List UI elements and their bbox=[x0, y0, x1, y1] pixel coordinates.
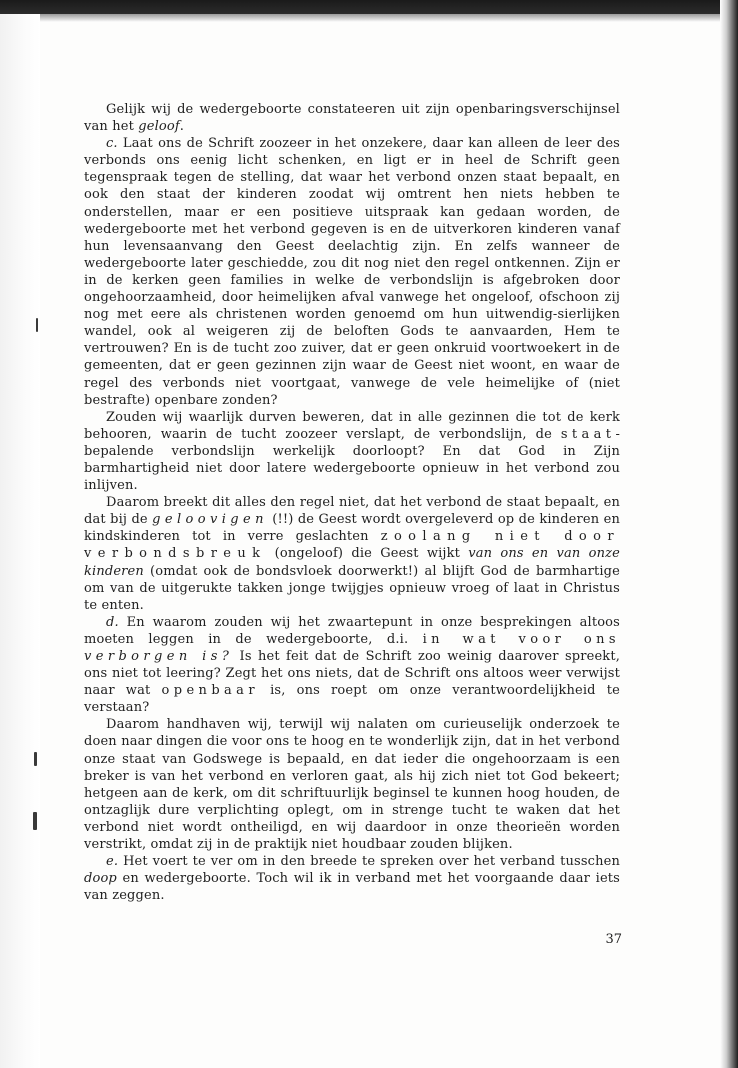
margin-mark bbox=[33, 812, 37, 830]
section-label: d. bbox=[106, 614, 119, 630]
paragraph-c: c. Laat ons de Schrift zoozeer in het onzekere, daar kan alleen de leer des verbonds ons eenig licht schenken, en ligt er in heel de Schrift geen tegenspraak tegen de stelling, dat waar het verbond onzen staat bepaalt, en ook den staat der kinderen zoodat wij omtrent hen niets hebben te onderstellen, maar er een positieve uitspraak kan gedaan worden, de wedergeboorte met het verbond gegeven is en de uitverkoren kinderen vanaf hun levensaanvang den Geest deelachtig zijn. En zelfs wanneer de wedergeboorte later geschiedde, zou dit nog niet den regel ontkennen. Zijn er in de kerken geen families in welke de verbondslijn is afgebroken door ongehoorzaamheid, door heimelijken afval vanwege het ongeloof, ofschoon zij nog met eere als christenen worden genoemd om hun uitwendig-sierlijken wandel, ook al weigeren zij de beloften Gods te aanvaarden, Hem te vertrouwen? En is de tucht zoo zuiver, dat er geen onkruid voortwoekert in de gemeenten, dat er geen gezinnen zijn waar de Geest niet woont, en waar de regel des verbonds niet voortgaat, vanwege de vele heimelijke of (niet bestrafte) openbare zonden? bbox=[84, 136, 620, 408]
paragraph-d: d. En waarom zouden wij het zwaartepunt in onze besprekingen altoos moeten leggen in de wedergeboorte, d.i. in wat voor ons verborgen is? Is het feit dat de Schrift zoo weinig daarover spreekt, ons niet tot leering? Zegt het ons niets, dat de Schrift ons altoos weer verwijst naar wat openbaar is, ons roept om onze verantwoordelijkheid te verstaan? bbox=[84, 614, 620, 716]
paragraph-e: e. Het voert te ver om in den breede te spreken over het verband tusschen doop en wedergeboorte. Toch wil ik in verband met het voorgaande daar iets van zeggen. bbox=[84, 854, 620, 904]
paragraph: Daarom breekt dit alles den regel niet, dat het verbond de staat bepaalt, en dat bij de geloovigen (!!) de Geest wordt overgeleverd op de kinderen en kindskinderen tot in verre geslachten zoolang niet door verbondsbreuk (ongeloof) die Geest wijkt van ons en van onze kinderen (omdat ook de bondsvloek doorwerkt!) al blijft God de barmhartige om van de uitgerukte takken jonge twijgjes opnieuw vroeg of laat in Christus te enten. bbox=[84, 495, 620, 613]
scan-top-edge bbox=[0, 0, 738, 14]
margin-mark bbox=[36, 318, 38, 332]
section-label: c. bbox=[106, 136, 118, 152]
paragraph: Zouden wij waarlijk durven beweren, dat in alle gezinnen die tot de kerk behooren, waarin de tucht zoozeer verslapt, de verbondslijn, de staat-bepalende verbondslijn werkelijk doorloopt? En dat God in Zijn barmhartigheid niet door latere wedergeboorte opnieuw in het verbond zou inlijven. bbox=[84, 409, 620, 494]
paragraph: Gelijk wij de wedergeboorte constateeren uit zijn openbaringsverschijnsel van het geloof. bbox=[84, 102, 620, 135]
margin-mark bbox=[34, 752, 37, 766]
scan-top-shadow bbox=[0, 14, 738, 22]
scan-right-edge bbox=[720, 0, 738, 1068]
body-text bbox=[84, 101, 620, 904]
section-label: e. bbox=[106, 854, 119, 870]
page-number: 37 bbox=[605, 932, 622, 947]
paragraph: Daarom handhaven wij, terwijl wij nalaten om curieuselijk onderzoek te doen naar dingen die voor ons te hoog en te wonderlijk zijn, dat in het verbond onze staat van Godswege is bepaald, en dat ieder die ongehoorzaam is een breker is van het verbond en verloren gaat, als hij zich niet tot God bekeert; hetgeen aan de kerk, om dit schriftuurlijk beginsel te kunnen hoog houden, de ontzaglijk dure verplichting oplegt, om in strenge tucht te waken dat het verbond niet wordt ontheiligd, en wij daardoor in onze theorieën worden verstrikt, omdat zij in de praktijk niet houdbaar zouden blijken. bbox=[84, 717, 620, 853]
scan-left-gutter bbox=[0, 14, 40, 1068]
